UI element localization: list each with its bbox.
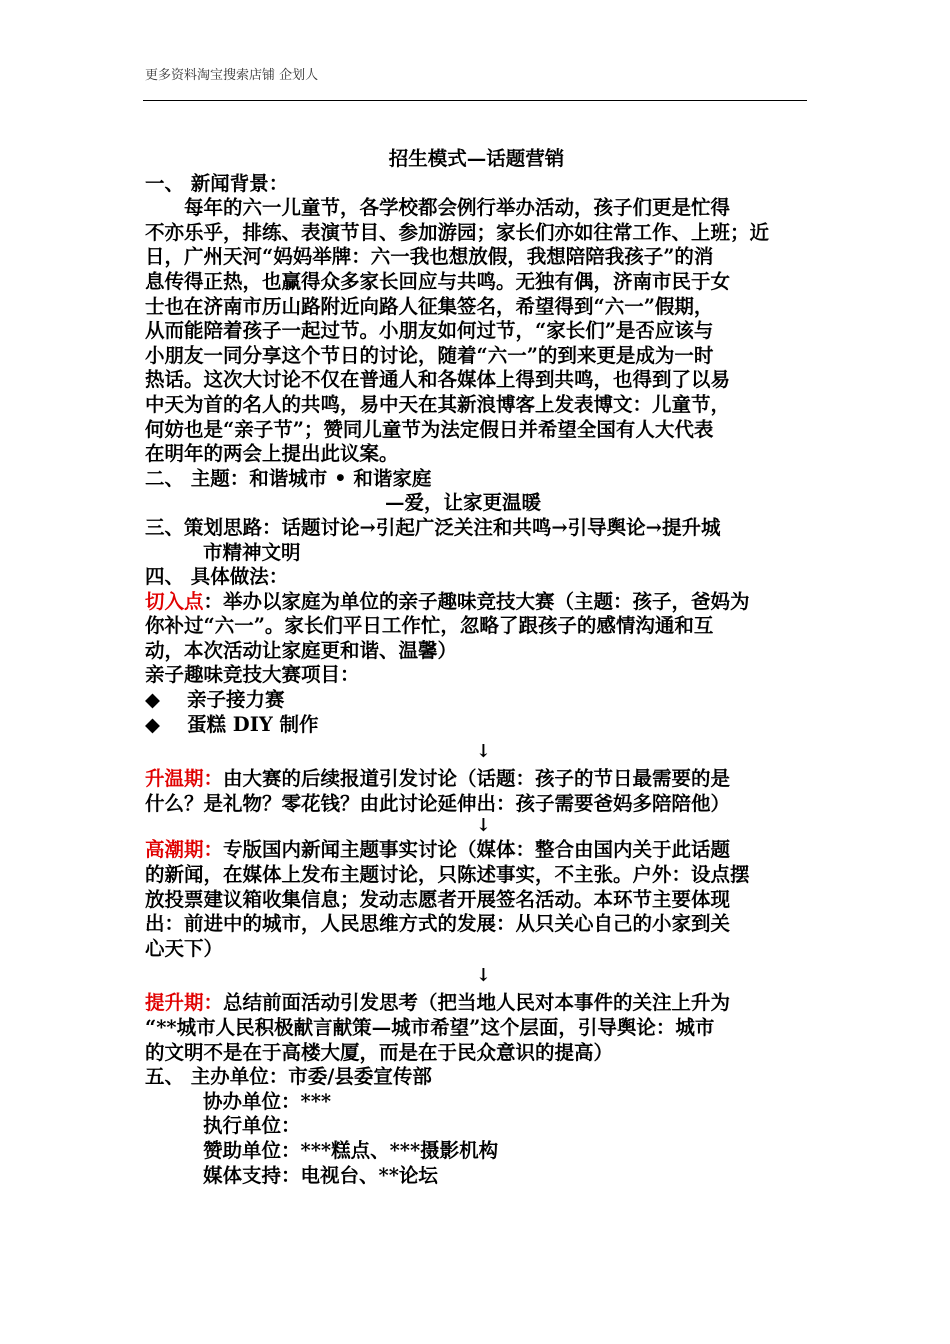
list-item-text: 亲子接力赛 xyxy=(187,688,285,712)
paragraph-line: 什么？是礼物？零花钱？由此讨论延伸出：孩子需要爸妈多陪陪他） xyxy=(145,791,731,815)
section-3-line-2: 市精神文明 xyxy=(203,540,301,564)
paragraph-line: 士也在济南市历山路附近向路人征集签名，希望得到“六一”假期， xyxy=(145,294,714,318)
entry-point-text: ：举办以家庭为单位的亲子趣味竞技大赛（主题：孩子，爸妈为 xyxy=(203,589,750,613)
section-1-body xyxy=(145,196,808,467)
entry-point-label: 切入点 xyxy=(145,589,204,613)
page-header: 更多资料淘宝搜索店铺 企划人 xyxy=(145,68,319,83)
paragraph-line: 你补过“六一”。家长们平日工作忙，忽略了跟孩子的感情沟通和互 xyxy=(145,614,714,638)
lift-phase-label: 提升期： xyxy=(145,991,224,1015)
section-5-co-organizer: 协办单位：*** xyxy=(203,1089,332,1113)
climax-phase-label: 高潮期： xyxy=(145,838,224,862)
paragraph-line: 出：前进中的城市，人民思维方式的发展：从只关心自己的小家到关 xyxy=(145,912,731,936)
paragraph-line: 小朋友一同分享这个节日的讨论，随着“六一”的到来更是成为一时 xyxy=(145,343,714,367)
list-item xyxy=(145,688,808,713)
header-rule xyxy=(143,100,807,101)
paragraph-line: 动，本次活动让家庭更和谐、温馨） xyxy=(145,638,458,662)
list-item-text: 蛋糕 DIY 制作 xyxy=(187,712,319,736)
section-2-theme: 二、 主题：和谐城市 • 和谐家庭 xyxy=(145,466,432,490)
paragraph-line: 热话。这次大讨论不仅在普通人和各媒体上得到共鸣，也得到了以易 xyxy=(145,368,731,392)
list-item xyxy=(145,713,808,738)
warm-phase-label: 升温期： xyxy=(145,767,224,791)
section-3-line-1: 三、策划思路：话题讨论→引起广泛关注和共鸣→引导舆论→提升城 xyxy=(145,515,721,539)
section-5-media: 媒体支持：电视台、**论坛 xyxy=(203,1163,438,1187)
paragraph-line: 何妨也是“亲子节”；赞同儿童节为法定假日并希望全国有人大代表 xyxy=(145,417,714,441)
section-5-host: 五、 主办单位：市委/县委宣传部 xyxy=(145,1065,432,1089)
paragraph-line: “**城市人民积极献言献策—城市希望”这个层面，引导舆论：城市 xyxy=(145,1016,715,1039)
items-heading: 亲子趣味竞技大赛项目： xyxy=(145,663,360,687)
climax-phase-text: 专版国内新闻主题事实讨论（媒体：整合由国内关于此话题 xyxy=(223,838,731,862)
paragraph-line: 心天下） xyxy=(145,936,224,960)
lift-phase-text: 总结前面活动引发思考（把当地人民对本事件的关注上升为 xyxy=(223,991,731,1015)
paragraph-line: 的新闻，在媒体上发布主题讨论，只陈述事实，不主张。户外：设点摆 xyxy=(145,863,750,887)
section-5-executor: 执行单位： xyxy=(203,1114,301,1138)
climax-phase-line xyxy=(145,838,808,863)
down-arrow-icon: ↓ xyxy=(475,741,491,763)
paragraph-line: 日，广州天河“妈妈举牌：六一我也想放假，我想陪陪我孩子”的消 xyxy=(145,245,714,269)
section-4-heading: 四、 具体做法： xyxy=(145,565,289,589)
paragraph-line: 从而能陪着孩子一起过节。小朋友如何过节，“家长们”是否应该与 xyxy=(145,319,714,343)
paragraph-line: 不亦乐乎，排练、表演节目、参加游园；家长们亦如往常工作、上班；近 xyxy=(145,220,770,244)
document-title: 招生模式—话题营销 xyxy=(388,147,565,170)
down-arrow-icon: ↓ xyxy=(475,815,491,837)
paragraph-line: 的文明不是在于高楼大厦，而是在于民众意识的提高） xyxy=(145,1040,614,1064)
warm-phase-line xyxy=(145,767,808,792)
section-2-subtheme: —爱，让家更温暖 xyxy=(385,491,542,515)
paragraph-line: 每年的六一儿童节，各学校都会例行举办活动，孩子们更是忙得 xyxy=(145,196,731,220)
section-1-heading: 一、 新闻背景： xyxy=(145,171,289,195)
paragraph-line: 中天为首的名人的共鸣，易中天在其新浪博客上发表博文：儿童节， xyxy=(145,392,731,416)
paragraph-line: 放投票建议箱收集信息；发动志愿者开展签名活动。本环节主要体现 xyxy=(145,887,731,911)
section-5-sponsor: 赞助单位：***糕点、***摄影机构 xyxy=(203,1138,499,1162)
paragraph-line: 息传得正热，也赢得众多家长回应与共鸣。无独有偶，济南市民于女 xyxy=(145,269,731,293)
entry-point-line xyxy=(145,590,808,615)
lift-phase-line xyxy=(145,991,808,1016)
diamond-bullet-icon: ◆ xyxy=(145,688,160,712)
paragraph-line: 在明年的两会上提出此议案。 xyxy=(145,442,399,466)
document-body xyxy=(145,147,808,1188)
warm-phase-text: 由大赛的后续报道引发讨论（话题：孩子的节日最需要的是 xyxy=(223,767,731,791)
down-arrow-icon: ↓ xyxy=(475,965,491,987)
diamond-bullet-icon: ◆ xyxy=(145,712,160,736)
